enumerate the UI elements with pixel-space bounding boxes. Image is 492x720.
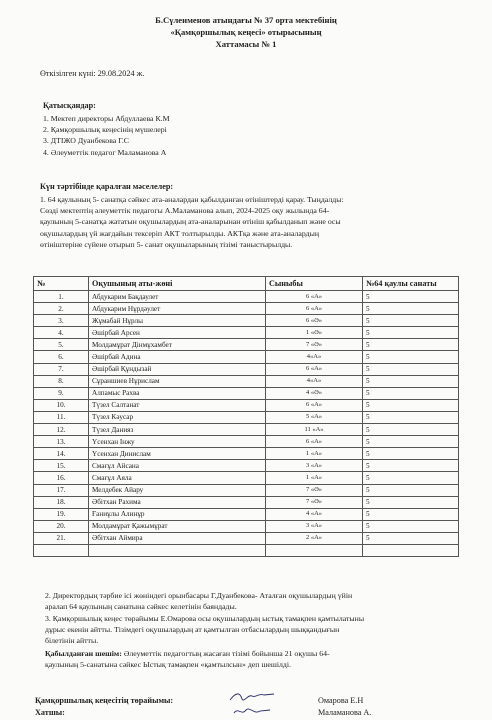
row-number: 5. [34,339,89,351]
student-name: Үсенхан Динислам [89,448,266,460]
col-class-header: Сыныбы [266,277,363,291]
student-name: Смағұл Аяла [89,472,266,484]
student-name: Әшірбай Құндызай [89,363,266,375]
row-number: 1. [34,291,89,303]
header-school-line: Б.Сүлеименов атындағы № 37 орта мектебінің [155,15,337,25]
student-class: 6 «А» [266,291,363,303]
student-category: 5 [363,399,459,411]
student-category: 5 [363,291,459,303]
student-class: 3 «А» [266,460,363,472]
participants-title: Қатысқандар: [43,101,96,110]
participants-list [43,113,170,158]
chair-signature [228,690,278,704]
student-category: 5 [363,436,459,448]
item-2-line: аралап 64 қаулының санатына сәйкес келетінін баяндады. [45,602,237,612]
header-protocol-number: Хаттамасы № 1 [215,39,277,49]
student-category: 5 [363,411,459,423]
item-3-line: 3. Қамқоршылық кеңес төрайымы Е.Омарова осы оқушылардың ыстық тамақпен қамтылатыны [45,614,365,623]
student-category: 5 [363,375,459,387]
row-number: 3. [34,315,89,327]
table-row [34,315,459,327]
student-category: 5 [363,387,459,399]
student-class: 6 «А» [266,436,363,448]
student-name: Смағұл Айсана [89,460,266,472]
participant-item: 2. Қамқоршылық кеңесінің мүшелері [43,125,167,135]
student-category: 5 [363,327,459,339]
student-class: 5 «А» [266,411,363,423]
agenda-line: Сөзді мектептің әлеуметтік педагогы А.Маламанова алып, 2024-2025 оқу жылында 64- [40,206,330,216]
student-name: Түзел Салтанат [89,399,266,411]
student-category: 5 [363,363,459,375]
agenda-line: қаулының 5-санатқа жататын оқушылардың ата-аналарынан өтініш қабылданып және осы [40,217,341,227]
student-class: 7 «Ә» [266,484,363,496]
student-class: 6 «А» [266,399,363,411]
meeting-date: Өткізілген күні: 29.08.2024 ж. [40,69,145,78]
student-name: Әбітхан Рахима [89,496,266,508]
row-number: 19. [34,508,89,520]
student-category: 5 [363,339,459,351]
row-number: 15. [34,460,89,472]
student-name: Түзел Кәусар [89,411,266,423]
participant-item: 4. Әлеуметтік педагог Маламанова А [43,147,167,157]
row-number [34,544,89,556]
student-category: 5 [363,424,459,436]
table-body [34,291,459,557]
table-row [34,508,459,520]
student-category: 5 [363,460,459,472]
row-number: 4. [34,327,89,339]
student-name: Абдукарим Нұрдәулет [89,303,266,315]
student-class: 2 «А» [266,532,363,544]
row-number: 21. [34,532,89,544]
student-name: Молдамұрат Дінмұхамбет [89,339,266,351]
row-number: 12. [34,424,89,436]
student-category: 5 [363,520,459,532]
participant-item: 3. ДТІЖО Дуанбекова Г.С [43,136,129,146]
student-class: 6 «Ә» [266,315,363,327]
student-category: 5 [363,496,459,508]
student-category: 5 [363,508,459,520]
students-table [33,276,459,557]
student-name: Әшірбай Арсен [89,327,266,339]
table-row [34,460,459,472]
row-number: 7. [34,363,89,375]
table-row [34,375,459,387]
student-class: 6 «А» [266,363,363,375]
student-category: 5 [363,351,459,363]
table-row [34,351,459,363]
student-name: Түзел Данияз [89,424,266,436]
student-class: 4«А» [266,351,363,363]
student-category: 5 [363,484,459,496]
table-row [34,303,459,315]
secretary-label: Хатшы: [35,708,65,717]
row-number: 17. [34,484,89,496]
table-header-row [34,277,459,291]
col-number-header: № [34,277,89,291]
student-class: 1 «А» [266,472,363,484]
document-header [0,14,492,50]
item-3-line: білетінін айтты. [45,636,99,646]
student-class: 1 «Ә» [266,327,363,339]
item-3-line: дұрыс екенін айтты. Тізімдегі оқушылардың ат қамтылған отбасылардың шыққандығын [45,625,340,635]
table-row [34,327,459,339]
participant-item: 1. Мектеп директоры Абдуллаева К.М [43,114,170,123]
agenda-line: 1. 64 қаулының 5- санатқа сәйкес ата-аналардан қабылданған өтініштерді қарау. Тыңдалды: [40,195,344,204]
row-number: 8. [34,375,89,387]
student-name: Мелдебек Айару [89,484,266,496]
student-class: 7 «Ә» [266,496,363,508]
student-category [363,544,459,556]
chair-name: Омарова Е.Н [318,696,364,705]
student-name: Алпамыс Рахва [89,387,266,399]
student-class: 3 «А» [266,520,363,532]
table-row [34,472,459,484]
student-name: Әбітхан Аймира [89,532,266,544]
header-council-line: «Қамқоршылық кеңесі» отырысының [170,27,322,37]
item-2-text [45,590,465,612]
student-class: 11 «А» [266,424,363,436]
student-class: 4 «Ә» [266,387,363,399]
table-row [34,532,459,544]
item-2-line: 2. Директордың тәрбие ісі жөніндегі орынбасары Г.Дуанбекова- Аталған оқушылардың үйін [45,591,353,600]
table-row [34,363,459,375]
secretary-name: Маламанова А. [318,708,372,717]
student-name: Жұмабай Нұрлы [89,315,266,327]
row-number: 20. [34,520,89,532]
table-row [34,399,459,411]
student-name: Абдукарим Бақдаулет [89,291,266,303]
row-number: 16. [34,472,89,484]
student-category: 5 [363,472,459,484]
decision-line: Әлеуметтік педагогтың жасаған тізімі бойынша 21 оқушы 64- [121,649,330,658]
student-name: Молдамұрат Қажымұрат [89,520,266,532]
col-name-header: Оқушының аты-жөні [89,277,266,291]
student-name [89,544,266,556]
student-class: 4«А» [266,375,363,387]
table-row [34,387,459,399]
table-row [34,339,459,351]
item-3-text [45,613,465,647]
chair-label: Қамқоршылық кеңесітің төрайымы: [35,696,174,705]
row-number: 2. [34,303,89,315]
table-row [34,291,459,303]
student-class: 6 «А» [266,303,363,315]
agenda-line: оқушылардың үй жағдайын тексеріп АКТ толтырылды. АКТқа және ата-аналардың [40,228,320,238]
agenda-line: өтініштеріне сүйене отырып 5- санат оқушыларының тізімі таныстырылды. [40,239,293,249]
student-class: 4 «А» [266,508,363,520]
decision-text [45,648,465,670]
student-name: Ғаниұлы Алинұр [89,508,266,520]
row-number: 6. [34,351,89,363]
row-number: 10. [34,399,89,411]
row-number: 18. [34,496,89,508]
row-number: 9. [34,387,89,399]
table-row [34,411,459,423]
table-row [34,436,459,448]
table-row [34,496,459,508]
student-name: Сұраншиев Нұрислам [89,375,266,387]
student-category: 5 [363,532,459,544]
col-category-header: №64 қаулы санаты [363,277,459,291]
agenda-title: Күн тәртібінде қаралған мәселелер: [40,182,174,191]
student-category: 5 [363,315,459,327]
table-row [34,520,459,532]
student-class [266,544,363,556]
row-number: 13. [34,436,89,448]
table-row [34,448,459,460]
table-row [34,424,459,436]
student-class: 1 «А» [266,448,363,460]
row-number: 11. [34,411,89,423]
secretary-signature [232,704,272,718]
row-number: 14. [34,448,89,460]
decision-label: Қабылданған шешім: [45,649,122,658]
table-row [34,484,459,496]
student-name: Үсенхан Інжу [89,436,266,448]
student-category: 5 [363,303,459,315]
table-row [34,544,459,556]
student-class: 7 «Ә» [266,339,363,351]
decision-line: қаулының 5-санатына сәйкес Ыстық тамақпен «қамтылсын» деп шешілді. [45,660,291,670]
agenda-text [40,194,460,250]
student-name: Әшірбай Адина [89,351,266,363]
student-category: 5 [363,448,459,460]
